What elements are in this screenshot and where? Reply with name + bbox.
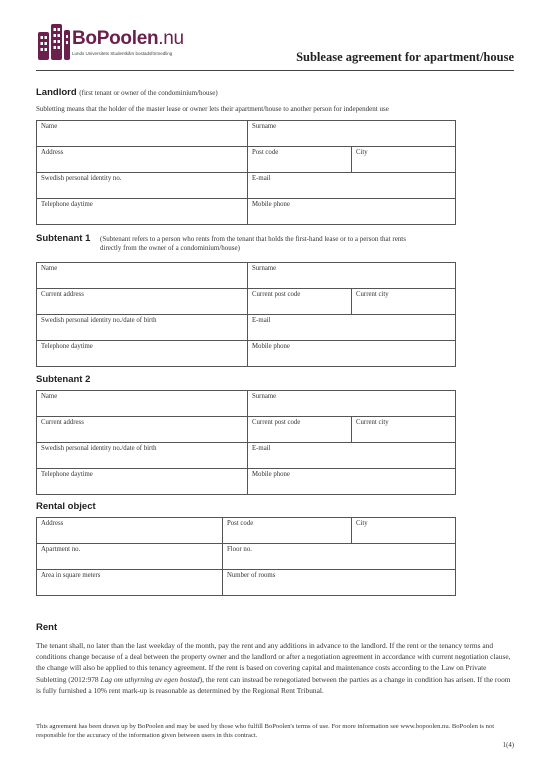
subtenant1-address-field[interactable]: Current address [37,289,248,315]
rental-apartment-no-field[interactable]: Apartment no. [37,544,223,570]
subtenant2-email-field[interactable]: E-mail [248,443,456,469]
rental-object-table [36,517,456,596]
logo-tagline: Lunds Universitets Studentkårs bostadsförmedling [72,51,173,56]
subtenant1-mobile-field[interactable]: Mobile phone [248,341,456,367]
subtenant2-name-field[interactable]: Name [37,391,248,417]
subtenant2-table [36,390,456,495]
subtenant2-telephone-field[interactable]: Telephone daytime [37,469,248,495]
landlord-surname-field[interactable]: Surname [248,121,456,147]
page-number: 1(4) [502,742,514,749]
subtenant2-personal-id-field[interactable]: Swedish personal identity no./date of birth [37,443,248,469]
landlord-table [36,120,456,225]
subtenant1-table [36,262,456,367]
subtenant1-heading: Subtenant 1 [36,233,91,244]
landlord-address-field[interactable]: Address [37,147,248,173]
rental-city-field[interactable]: City [352,518,456,544]
rent-heading: Rent [36,622,58,633]
footer-disclaimer: This agreement has been drawn up by BoPoolen and may be used by those who fulfill BoPoolen's terms of use. For more information see www.bopoolen.nu. BoPoolen is not responsible for the accuracy of the information given between users in this contract. [36,723,495,739]
subtenant1-email-field[interactable]: E-mail [248,315,456,341]
subtenant2-heading: Subtenant 2 [36,374,91,385]
subtenant2-surname-field[interactable]: Surname [248,391,456,417]
subtenant1-personal-id-field[interactable]: Swedish personal identity no./date of birth [37,315,248,341]
subtenant1-name-field[interactable]: Name [37,263,248,289]
subtenant2-city-field[interactable]: Current city [352,417,456,443]
landlord-postcode-field[interactable]: Post code [248,147,352,173]
subtenant1-telephone-field[interactable]: Telephone daytime [37,341,248,367]
subtenant2-postcode-field[interactable]: Current post code [248,417,352,443]
subtenant1-surname-field[interactable]: Surname [248,263,456,289]
landlord-telephone-field[interactable]: Telephone daytime [37,199,248,225]
subtenant1-postcode-field[interactable]: Current post code [248,289,352,315]
landlord-note: (first tenant or owner of the condominium/house) [79,89,218,97]
subtenant1-note-line2: directly from the owner of a condominium/house) [100,244,240,252]
law-title-italic: Lag om uthyrning av egen bostad [100,674,200,684]
subtenant1-note-line1: (Subtenant refers to a person who rents from the tenant that holds the first-hand lease or to a person that rents [100,235,406,243]
landlord-city-field[interactable]: City [352,147,456,173]
landlord-mobile-field[interactable]: Mobile phone [248,199,456,225]
landlord-name-field[interactable]: Name [37,121,248,147]
subtenant1-city-field[interactable]: Current city [352,289,456,315]
rental-postcode-field[interactable]: Post code [223,518,352,544]
document-title: Sublease agreement for apartment/house [296,50,514,64]
subtenant2-address-field[interactable]: Current address [37,417,248,443]
header-divider [36,70,514,71]
subletting-description: Subletting means that the holder of the master lease or owner lets their apartment/house to another person for independent use [36,105,389,113]
rental-object-heading: Rental object [36,501,96,512]
rental-area-field[interactable]: Area in square meters [37,570,223,596]
rental-address-field[interactable]: Address [37,518,223,544]
landlord-heading: Landlord (first tenant or owner of the condominium/house) [36,87,218,98]
landlord-email-field[interactable]: E-mail [248,173,456,199]
landlord-personal-id-field[interactable]: Swedish personal identity no. [37,173,248,199]
rental-rooms-field[interactable]: Number of rooms [223,570,456,596]
rental-floor-no-field[interactable]: Floor no. [223,544,456,570]
rent-paragraph: The tenant shall, no later than the last weekday of the month, pay the rent and any additions in advance to the landlord. If the rent or the tenancy terms and conditions change because of a deal between the property owner and the landlord or after a negotiation agreement in accordance with current negotiation clause, the change will also be applied to this tenancy agreement. If the rent is based on covering capital and maintenance costs according to the Law on Private Subletting (2012:978 Lag om uthyrning av egen bostad), the rent can instead be renegotiated between the parties as a change in condition has arisen. If the room is fully furnished a 10% rent mark-up is reasonable as determined by the Regional Rent Tribunal. [36,641,511,695]
logo-wordmark: BoPoolen.nu [72,28,184,49]
subtenant2-mobile-field[interactable]: Mobile phone [248,469,456,495]
